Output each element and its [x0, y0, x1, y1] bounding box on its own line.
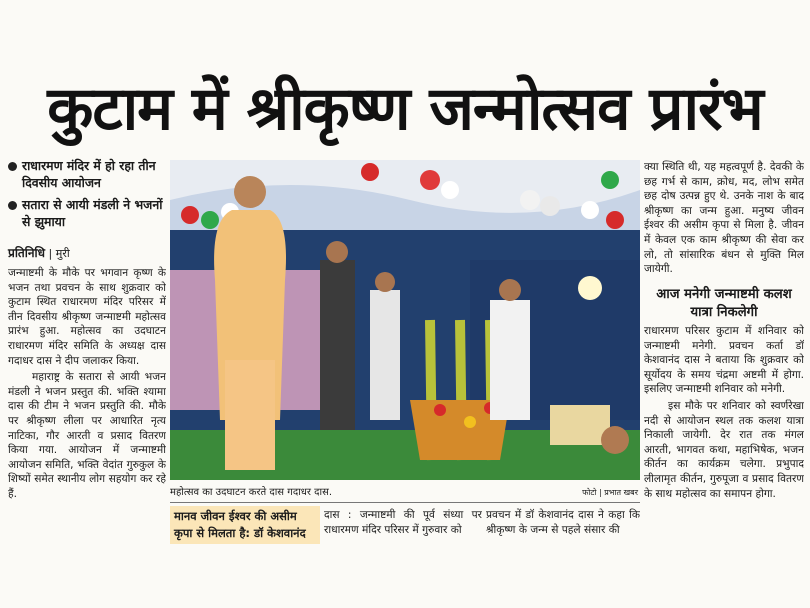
- paragraph: राधारमण परिसर कुटाम में शनिवार को जन्माष्टमी मनेगी. प्रवचन कर्ता डॉ केशवानंद दास ने बताया कि शुक्रवार को सूर्योदय के समय चंद्रमा अष्टमी में होगा. इसलिए जन्माष्टमी शनिवार को मनेगी.: [644, 325, 804, 396]
- article-column-1: [8, 266, 166, 566]
- byline: प्रतिनिधि | मुरी: [8, 246, 70, 260]
- byline-place: मुरी: [55, 247, 70, 260]
- paragraph: क्या स्थिति थी, यह महत्वपूर्ण है. देवकी के छह गर्भ से काम, क्रोध, मद, लोभ समेत छह दोष उत्पन्न हुए थे. उनके नाश के बाद श्रीकृष्ण का जन्म हुआ. मनुष्य जीवन ईश्वर की असीम कृपा से मिला है. जीवन में केवल एक काम श्रीकृष्ण की सेवा कर लो, तो सांसारिक बंधन से मुक्ति मिल जायेगी.: [644, 161, 804, 276]
- highlight-item: [8, 158, 166, 191]
- bullet-icon: [8, 162, 17, 171]
- highlight-item: [8, 197, 166, 230]
- highlight-text: राधारमण मंदिर में हो रहा तीन दिवसीय आयोजन: [22, 158, 156, 190]
- event-photo-illustration: [170, 160, 640, 480]
- subheadline-1: मानव जीवन ईश्वर की असीम कृपा से मिलता है: डॉ केशवानंद: [170, 506, 320, 544]
- highlight-text: सतारा से आयी मंडली ने भजनों से झुमाया: [22, 197, 163, 229]
- paragraph: जन्माष्टमी के मौके पर भगवान कृष्ण के भजन तथा प्रवचन के साथ शुक्रवार को कुटाम स्थित राधारमण मंदिर परिसर में तीन दिवसीय श्रीकृष्ण जन्माष्टमी महोत्सव प्रारंभ हुआ. महोत्सव का उदघाटन राधारमण मंदिर समिति के अध्यक्ष दास गदाधर दास ने दीप जलाकर किया.: [8, 267, 166, 367]
- paragraph: इस मौके पर शनिवार को स्वर्णरेखा नदी से आयोजन स्थल तक कलश यात्रा निकाली जायेगी. देर रात तक मंगल आरती, भागवत कथा, महाभिषेक, भजन कीर्तन का कार्यक्रम चलेगा. प्रभुपाद लीलामृत कीर्तन, गुरुपूजा व प्रसाद वितरण के साथ महोत्सव का समापन होगा.: [644, 399, 804, 500]
- headline: कुटाम में श्रीकृष्ण जन्मोत्सव प्रारंभ: [47, 74, 763, 144]
- caption-text: महोत्सव का उदघाटन करते दास गदाधर दास.: [170, 487, 333, 498]
- photo-caption: [170, 484, 640, 503]
- article-column-3: [486, 508, 640, 544]
- paragraph: दास : जन्माष्टमी की पूर्व संध्या पर राधारमण मंदिर परिसर में गुरुवार को: [324, 509, 482, 536]
- highlights: [8, 158, 166, 236]
- photo-credit: फोटो | प्रभात खबर: [582, 488, 638, 497]
- paragraph: महाराष्ट्र के सतारा से आयी भजन मंडली ने भजन प्रस्तुत की. भक्ति श्यामा दास की टीम ने भजन प्रस्तुति की. मौके पर श्रीकृष्ण लीला पर आधारित नृत्य नाटिका, गौर आरती व प्रसाद वितरण किया गया. आयोजन में जन्माष्टमी आयोजन समिति, भक्ति वेदांत गुरुकुल के शिष्यों समेत स्थानीय लोग सहयोग कर रहे हैं.: [8, 371, 166, 500]
- article-column-2: [324, 508, 482, 544]
- subheadline-2: आज मनेगी जन्माष्टमी कलश यात्रा निकलेगी: [656, 287, 792, 320]
- event-photo: [170, 160, 640, 480]
- article-column-4-bottom: [644, 324, 804, 574]
- paragraph: प्रवचन में डॉ केशवानंद दास ने कहा कि श्रीकृष्ण के जन्म से पहले संसार की: [486, 509, 640, 536]
- bullet-icon: [8, 201, 17, 210]
- byline-label: प्रतिनिधि: [8, 246, 46, 260]
- article-column-4-top: [644, 160, 804, 284]
